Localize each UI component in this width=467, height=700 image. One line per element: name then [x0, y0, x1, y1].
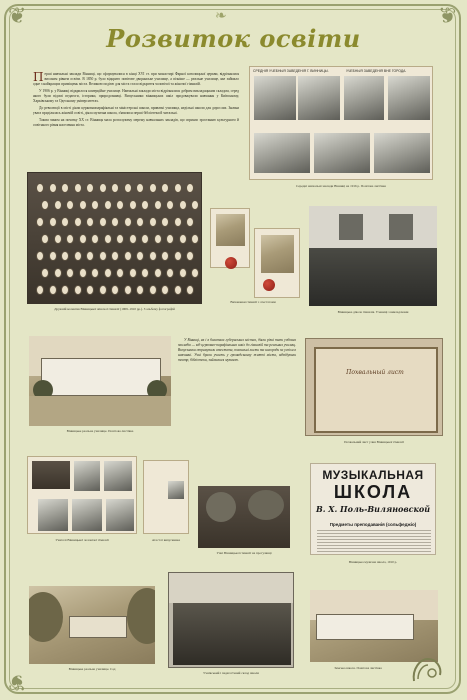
student-face — [174, 217, 182, 227]
student-face — [174, 251, 182, 261]
wax-seal-icon — [263, 279, 275, 291]
student-face — [91, 234, 99, 244]
student-face — [54, 234, 62, 244]
school-building — [316, 614, 414, 640]
tree — [29, 592, 63, 642]
student-face — [166, 200, 174, 210]
student-face — [49, 285, 57, 295]
student-face — [186, 285, 194, 295]
tree — [206, 492, 236, 522]
student-face — [66, 268, 74, 278]
realschool-caption: Вінницьке реальне училище. Поштова листівка — [66, 429, 134, 433]
student-face — [79, 268, 87, 278]
students-group — [309, 248, 437, 306]
staff-caption: Учнівський і педагогічний склад школи — [203, 671, 259, 675]
teachers-collage — [27, 456, 137, 534]
student-face — [149, 285, 157, 295]
student-face — [111, 217, 119, 227]
music-card-line4: Предметы преподаванія (сольфеджіо) — [329, 522, 417, 527]
tree — [127, 588, 155, 644]
student-face — [61, 285, 69, 295]
document-photo — [168, 481, 184, 499]
portrait-image — [261, 235, 294, 273]
students-outdoor-photo — [198, 486, 290, 548]
music-caption: Вінницька музична школа, 1910 р. — [348, 560, 398, 564]
student-face — [86, 183, 94, 193]
student-face — [136, 285, 144, 295]
student-face — [49, 217, 57, 227]
student-face — [136, 183, 144, 193]
logo-icon — [410, 655, 444, 685]
student-face — [179, 234, 187, 244]
postcard-schools — [249, 66, 433, 180]
music-card-line3: В. Х. Поль-Виляновской — [315, 504, 431, 514]
teacher-photo — [104, 461, 132, 491]
student-face — [111, 183, 119, 193]
student-face — [124, 251, 132, 261]
class-photo-caption: Дружній колектив Вінницької жіночої гімназії (1909–1910 рр.). З альбому фотографій — [54, 307, 175, 311]
document-caption: Атестат випускника — [151, 538, 181, 542]
student-face — [149, 217, 157, 227]
student-face — [136, 251, 144, 261]
intro-paragraph: До революції в місті діяли церковнопарафіяльні та міністерські школи, приватні училища, недільні школи для дорослих. Значна увага приділялась жіночій освіті, діяла музична школа, з'явилися перші бібліотеки й читальні. — [33, 106, 239, 116]
school-building — [41, 358, 161, 396]
middle-text — [178, 338, 296, 468]
staff-group-photo — [168, 572, 294, 668]
page-title: Розвиток освіти — [106, 24, 361, 53]
student-face — [54, 268, 62, 278]
student-face — [149, 251, 157, 261]
student-face — [166, 268, 174, 278]
student-face — [191, 200, 199, 210]
school-building-photo — [388, 76, 430, 120]
postcard-header-right: УЧЕБНЫЯ ЗАВЕДЕНІЯ ВНЕ ГОРОДА. — [346, 69, 407, 73]
student-face — [49, 183, 57, 193]
garden-photo — [29, 586, 155, 664]
drop-cap: П — [33, 72, 44, 84]
student-face — [61, 217, 69, 227]
garden-caption: Вінницьке реальне училище. Сад — [68, 667, 116, 671]
student-face — [191, 268, 199, 278]
street — [29, 396, 171, 426]
middle-paragraph: У Вінниці, як і в багатьох губернських містах, діяли різні типи учбових закладів — від церковно-парафіяльних шкіл до гімназій та реальних училищ. Випускники отримували атестати, похвальні листи та нагороди за успіхи в навчанні. Учні брали участь у громадському житті міста, відвідували театр, бібліотеки, займалися музикою. — [178, 338, 296, 363]
zemstvo-school-postcard — [310, 590, 438, 662]
flourish-icon: ❧ — [215, 8, 227, 24]
building-window — [339, 214, 363, 240]
intro-paragraph: Таким чином на початку XX ст. Вінниця мала розгалужену мережу навчальних закладів, що сприяло зростанню культурного й освітнього рівня населення міста. — [33, 118, 239, 128]
school-group-caption: Вінницька дівоча гімназія. Учениці з викладачами — [337, 310, 409, 314]
teachers-caption: Учителі Вінницької чоловічої гімназії — [55, 538, 109, 542]
corner-ornament-icon: ❦ — [8, 669, 27, 694]
student-face — [136, 217, 144, 227]
student-face — [99, 183, 107, 193]
student-face — [41, 234, 49, 244]
student-face — [61, 183, 69, 193]
student-face — [166, 234, 174, 244]
student-face — [116, 200, 124, 210]
tree — [248, 490, 284, 520]
portrait-photo-right — [254, 228, 300, 298]
student-face — [86, 285, 94, 295]
diploma-caption: Похвальний лист учня Вінницької гімназії — [344, 440, 404, 444]
teacher-photo — [106, 499, 134, 531]
diploma-border — [314, 347, 438, 433]
student-face — [99, 285, 107, 295]
student-face — [54, 200, 62, 210]
student-face — [49, 251, 57, 261]
student-face — [174, 183, 182, 193]
attestat-document — [143, 460, 189, 534]
outdoor-caption: Учні Вінницької гімназії на прогулянці — [216, 551, 272, 555]
student-face — [91, 200, 99, 210]
student-face — [79, 234, 87, 244]
student-face — [86, 217, 94, 227]
postcard-caption: Середні навчальні заклади Вінниці на 1916 р. Поштова листівка — [295, 184, 387, 188]
student-face — [129, 268, 137, 278]
class-group-photo — [27, 172, 202, 304]
student-face — [86, 251, 94, 261]
student-face — [124, 285, 132, 295]
student-face — [154, 268, 162, 278]
student-face — [141, 234, 149, 244]
student-face — [174, 285, 182, 295]
student-face — [141, 268, 149, 278]
backdrop — [169, 573, 294, 603]
student-face — [124, 183, 132, 193]
student-face — [179, 200, 187, 210]
student-face — [186, 251, 194, 261]
student-face — [104, 200, 112, 210]
student-face — [116, 268, 124, 278]
student-face — [154, 200, 162, 210]
diploma-document — [305, 338, 443, 436]
student-face — [36, 285, 44, 295]
school-group-photo — [309, 206, 437, 306]
intro-paragraph: У 1906 р. у Вінниці відкрилося комерційне училище. Навчальні заклади міста відрізнялися добрим викладацьким складом, серед якого були відомі педагоги, історики, природознавці. Випускники вінницьких шкіл продовжували навчання у Київському, Харківському та Одеському університетах. — [33, 89, 239, 104]
corner-ornament-icon: ❦ — [8, 4, 27, 29]
student-face — [74, 285, 82, 295]
student-face — [91, 268, 99, 278]
student-face — [149, 183, 157, 193]
school-building-photo — [314, 133, 370, 173]
student-face — [111, 251, 119, 261]
student-face — [161, 285, 169, 295]
student-face — [66, 200, 74, 210]
school-building-photo — [344, 76, 384, 120]
student-face — [36, 251, 44, 261]
school-building-photo — [374, 133, 430, 173]
student-face — [79, 200, 87, 210]
music-card-line2: ШКОЛА — [333, 482, 413, 502]
portrait-image — [216, 214, 245, 246]
diploma-heading: Похвальный лист — [346, 369, 404, 376]
portraits-caption: Вихованки гімназії з атестатами — [230, 300, 276, 304]
student-face — [61, 251, 69, 261]
music-card-line1: МУЗЫКАЛЬНАЯ — [322, 468, 424, 482]
student-face — [129, 200, 137, 210]
teacher-photo — [32, 461, 70, 489]
student-face — [99, 251, 107, 261]
student-face — [104, 268, 112, 278]
music-card-text-lines — [317, 530, 431, 552]
teacher-photo — [38, 499, 68, 531]
student-face — [36, 183, 44, 193]
postcard-header-left: СРЕДНІЯ УЧЕБНЫЯ ЗАВЕДЕНІЯ Г. ВИННИЦЫ. — [253, 69, 329, 73]
student-face — [66, 234, 74, 244]
student-face — [186, 217, 194, 227]
garden-building — [69, 616, 127, 638]
student-face — [141, 200, 149, 210]
staff-people — [173, 603, 291, 665]
corner-ornament-icon: ❦ — [438, 4, 457, 29]
student-face — [99, 217, 107, 227]
teacher-photo — [72, 499, 102, 531]
student-face — [41, 268, 49, 278]
teacher-photo — [74, 461, 100, 491]
school-building-photo — [298, 76, 340, 120]
realschool-postcard — [29, 336, 171, 426]
school-building-photo — [254, 133, 310, 173]
student-face — [36, 217, 44, 227]
student-face — [179, 268, 187, 278]
student-face — [161, 217, 169, 227]
school-building-photo — [254, 76, 296, 120]
student-face — [74, 251, 82, 261]
wax-seal-icon — [225, 257, 237, 269]
student-face — [154, 234, 162, 244]
building-window — [389, 214, 413, 240]
last-building-caption: Земська школа. Поштова листівка — [334, 666, 382, 670]
student-face — [161, 251, 169, 261]
building-facade — [309, 206, 437, 248]
student-face — [41, 200, 49, 210]
music-school-card — [310, 463, 436, 555]
student-face — [74, 183, 82, 193]
student-face — [116, 234, 124, 244]
student-face — [191, 234, 199, 244]
student-face — [186, 183, 194, 193]
student-face — [124, 217, 132, 227]
student-face — [129, 234, 137, 244]
student-face — [111, 285, 119, 295]
intro-paragraph: ерші навчальні заклади Вінниці, що сформувалися в кінці XVI ст. при монастирі Фарної католицької церкви, відрізнялися високим рівнем освіти. В 1850 р. було відкрито повітове дворянське училище, а пізніше — реальне училище, яке займало одне з найкращих приміщень міста. Великою подією для міста стало відкриття чоловічої та жіночої гімназій. — [33, 72, 239, 87]
intro-text — [33, 72, 239, 166]
student-face — [161, 183, 169, 193]
student-face — [74, 217, 82, 227]
student-face — [104, 234, 112, 244]
